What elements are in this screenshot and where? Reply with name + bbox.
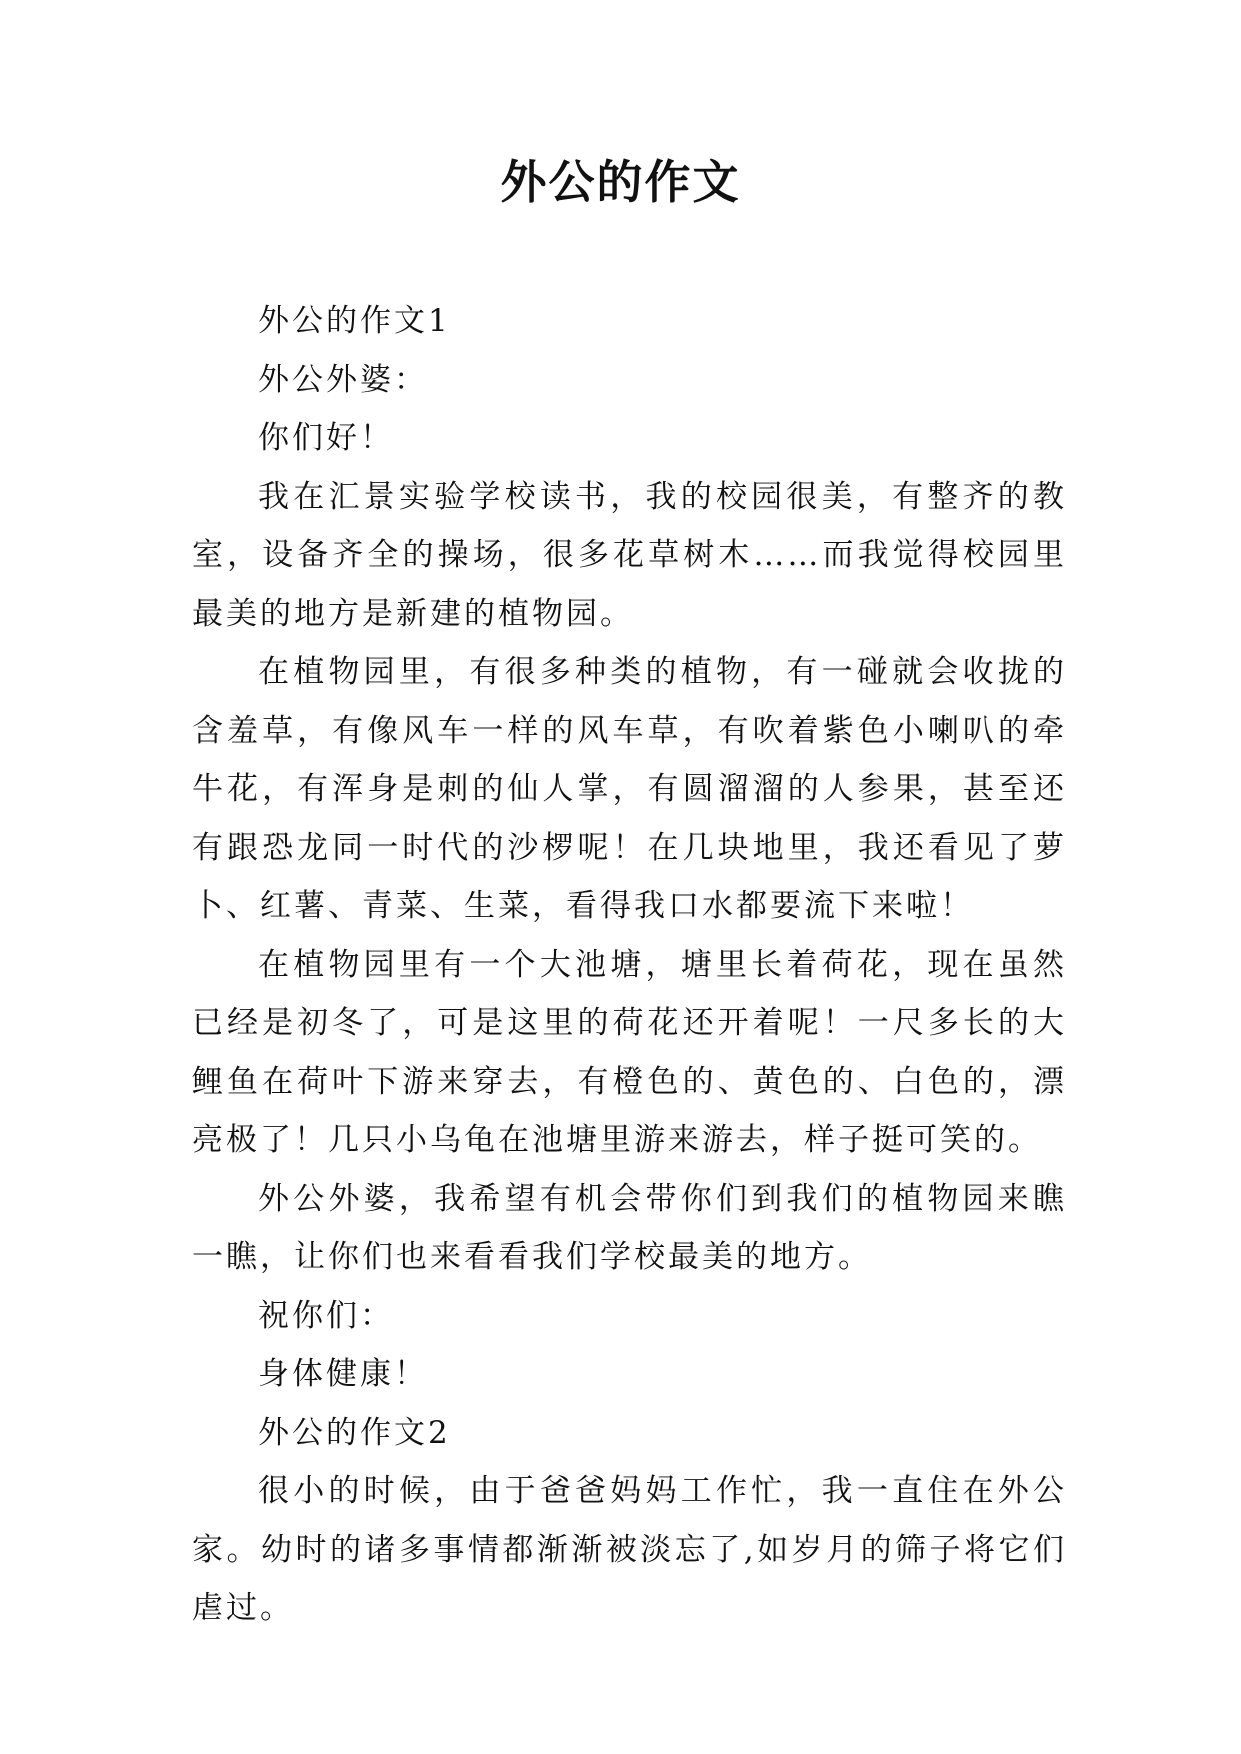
- paragraph-closing: 祝你们：: [258, 1297, 394, 1334]
- paragraph-childhood: 很小的时候，由于爸爸妈妈工作忙，我一直住在外公家。幼时的诸多事情都渐渐被淡忘了,如岁月的筛子将它们虐过。: [192, 1473, 1067, 1626]
- document-title: 外公的作文: [500, 155, 741, 209]
- paragraph-wish: 身体健康！: [258, 1356, 428, 1392]
- paragraph-invitation: 外公外婆，我希望有机会带你们到我们的植物园来瞧一瞧，让你们也来看看我们学校最美的地方。: [192, 1180, 1067, 1275]
- document-body: [192, 292, 1067, 1638]
- paragraph-heading-1: 外公的作文1: [258, 303, 451, 339]
- paragraph-salutation: 外公外婆：: [258, 361, 428, 398]
- paragraph-plants: 在植物园里，有很多种类的植物，有一碰就会收拢的含羞草，有像风车一样的风车草，有吹着紫色小喇叭的牵牛花，有浑身是刺的仙人掌，有圆溜溜的人参果，甚至还有跟恐龙同一时代的沙椤呢！在几块地里，我还看见了萝卜、红薯、青菜、生菜，看得我口水都要流下来啦！: [192, 654, 1067, 924]
- paragraph-heading-2: 外公的作文2: [258, 1414, 451, 1451]
- paragraph-greeting: 你们好！: [258, 420, 394, 456]
- paragraph-school: 我在汇景实验学校读书，我的校园很美，有整齐的教室，设备齐全的操场，很多花草树木……而我觉得校园里最美的地方是新建的植物园。: [192, 478, 1067, 632]
- paragraph-pond: 在植物园里有一个大池塘，塘里长着荷花，现在虽然已经是初冬了，可是这里的荷花还开着呢！一尺多长的大鲤鱼在荷叶下游来穿去，有橙色的、黄色的、白色的，漂亮极了！几只小乌龟在池塘里游来游去，样子挺可笑的。: [192, 946, 1067, 1158]
